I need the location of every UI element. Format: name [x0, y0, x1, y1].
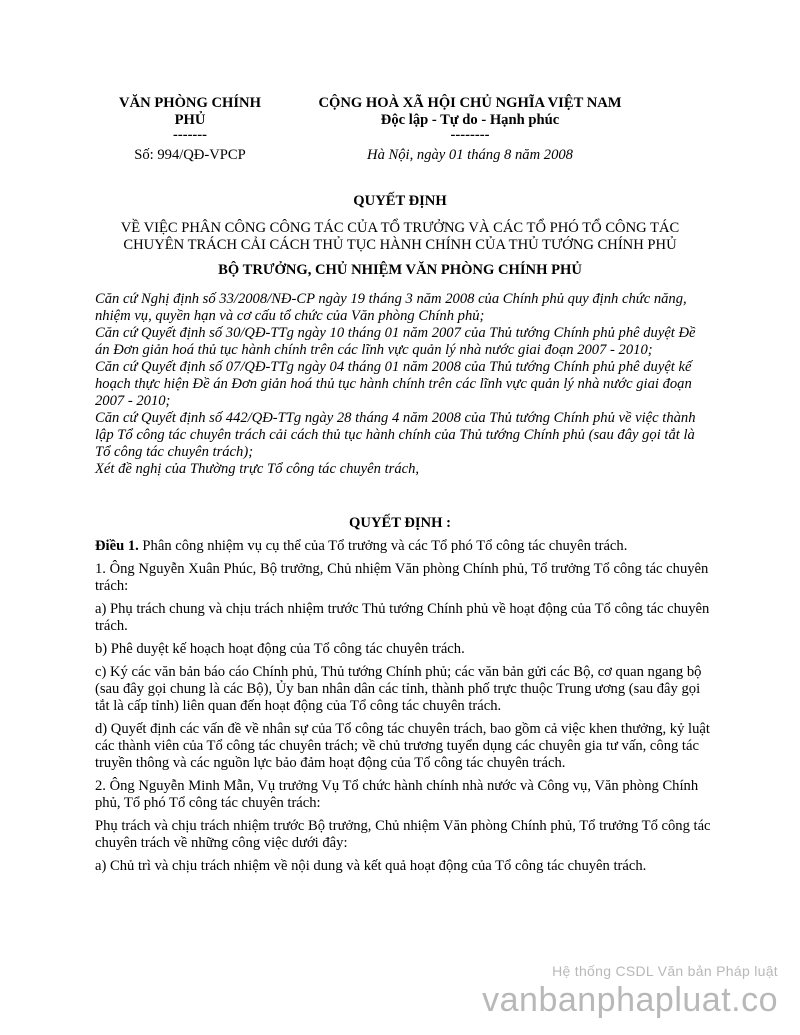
body-paragraph: 1. Ông Nguyễn Xuân Phúc, Bộ trưởng, Chủ nhiệm Văn phòng Chính phủ, Tổ trưởng Tổ công tác chuyên trách:	[95, 561, 709, 594]
preamble-item: Căn cứ Quyết định số 07/QĐ-TTg ngày 04 tháng 01 năm 2008 của Thủ tướng Chính phủ phê duyệt kế hoạch thực hiện Đề án Đơn giản hoá thủ tục hành chính trên các lĩnh vực quản lý nhà nước giai đoạn 2007 - 2010;	[95, 359, 692, 409]
issuing-authority: BỘ TRƯỞNG, CHỦ NHIỆM VĂN PHÒNG CHÍNH PHỦ	[218, 262, 582, 278]
agency-divider: -------	[172, 127, 208, 143]
body-paragraph: c) Ký các văn bản báo cáo Chính phủ, Thủ tướng Chính phủ; các văn bản gửi các Bộ, cơ quan ngang bộ (sau đây gọi chung là các Bộ), Ủy ban nhân dân các tỉnh, thành phố trực thuộc Trung ương (sau đây gọi tắt là cấp tỉnh) liên quan đến hoạt động của Tổ công tác chuyên trách.	[95, 664, 702, 714]
article-1	[95, 538, 715, 555]
agency-name-line1: VĂN PHÒNG CHÍNH	[119, 95, 261, 111]
site-watermark	[482, 962, 778, 1020]
document-subtitle	[40, 220, 760, 254]
watermark-domain: vanbanphapluat.co	[482, 981, 778, 1019]
decision-body	[95, 538, 715, 881]
body-paragraph: b) Phê duyệt kế hoạch hoạt động của Tổ công tác chuyên trách.	[95, 641, 465, 657]
document-header	[0, 95, 800, 175]
legal-basis-preamble	[95, 291, 710, 478]
article-1-text: Phân công nhiệm vụ cụ thể của Tổ trưởng và các Tổ phó Tổ công tác chuyên trách.	[138, 538, 628, 554]
watermark-caption: Hệ thống CSDL Văn bản Pháp luật	[552, 963, 778, 979]
preamble-item: Căn cứ Nghị định số 33/2008/NĐ-CP ngày 19 tháng 3 năm 2008 của Chính phủ quy định chức năng, nhiệm vụ, quyền hạn và cơ cấu tổ chức của Văn phòng Chính phủ;	[95, 291, 687, 324]
agency-name-line2: PHỦ	[174, 112, 206, 128]
document-title: QUYẾT ĐỊNH	[353, 193, 447, 209]
republic-name: CỘNG HOÀ XÃ HỘI CHỦ NGHĨA VIỆT NAM	[318, 95, 622, 111]
decision-heading: QUYẾT ĐỊNH :	[349, 515, 451, 531]
place-and-date: Hà Nội, ngày 01 tháng 8 năm 2008	[367, 147, 573, 163]
issuing-agency-block	[90, 95, 290, 164]
body-paragraph: d) Quyết định các vấn đề về nhân sự của Tổ công tác chuyên trách, bao gồm cả việc khen thưởng, kỷ luật các thành viên của Tổ công tác chuyên trách; về chủ trương tuyển dụng các chuyên gia tư vấn, công tác truyền thông và các nguồn lực bảo đảm hoạt động của Tổ công tác chuyên trách.	[95, 721, 710, 771]
article-1-label: Điều 1.	[95, 538, 139, 554]
body-paragraph: a) Chủ trì và chịu trách nhiệm về nội dung và kết quả hoạt động của Tổ công tác chuyên trách.	[95, 858, 647, 874]
body-paragraph: Phụ trách và chịu trách nhiệm trước Bộ trưởng, Chủ nhiệm Văn phòng Chính phủ, Tổ trưởng Tổ công tác chuyên trách về những công việc dưới đây:	[95, 818, 711, 851]
preamble-item: Căn cứ Quyết định số 30/QĐ-TTg ngày 10 tháng 01 năm 2007 của Thủ tướng Chính phủ phê duyệt Đề án Đơn giản hoá thủ tục hành chính trên các lĩnh vực quản lý nhà nước giai đoạn 2007 - 2010;	[95, 325, 696, 358]
subtitle-line1: VỀ VIỆC PHÂN CÔNG CÔNG TÁC CỦA TỔ TRƯỞNG VÀ CÁC TỔ PHÓ TỔ CÔNG TÁC	[120, 220, 680, 236]
body-paragraph: 2. Ông Nguyễn Minh Mẫn, Vụ trưởng Vụ Tổ chức hành chính nhà nước và Công vụ, Văn phòng Chính phủ, Tổ phó Tổ công tác chuyên trách:	[95, 778, 699, 811]
national-title-block	[290, 95, 650, 164]
preamble-item: Xét đề nghị của Thường trực Tổ công tác chuyên trách,	[95, 461, 420, 477]
national-motto: Độc lập - Tự do - Hạnh phúc	[380, 112, 560, 128]
body-paragraph: a) Phụ trách chung và chịu trách nhiệm trước Thủ tướng Chính phủ về hoạt động của Tổ công tác chuyên trách.	[95, 601, 710, 634]
preamble-item: Căn cứ Quyết định số 442/QĐ-TTg ngày 28 tháng 4 năm 2008 của Thủ tướng Chính phủ về việc thành lập Tổ công tác chuyên trách cải cách thủ tục hành chính của Thủ tướng Chính phủ (sau đây gọi tắt là Tổ công tác chuyên trách);	[95, 410, 696, 460]
motto-divider: --------	[450, 127, 490, 143]
subtitle-line2: CHUYÊN TRÁCH CẢI CÁCH THỦ TỤC HÀNH CHÍNH CỦA THỦ TƯỚNG CHÍNH PHỦ	[123, 237, 677, 253]
document-number: Số: 994/QĐ-VPCP	[134, 147, 246, 163]
